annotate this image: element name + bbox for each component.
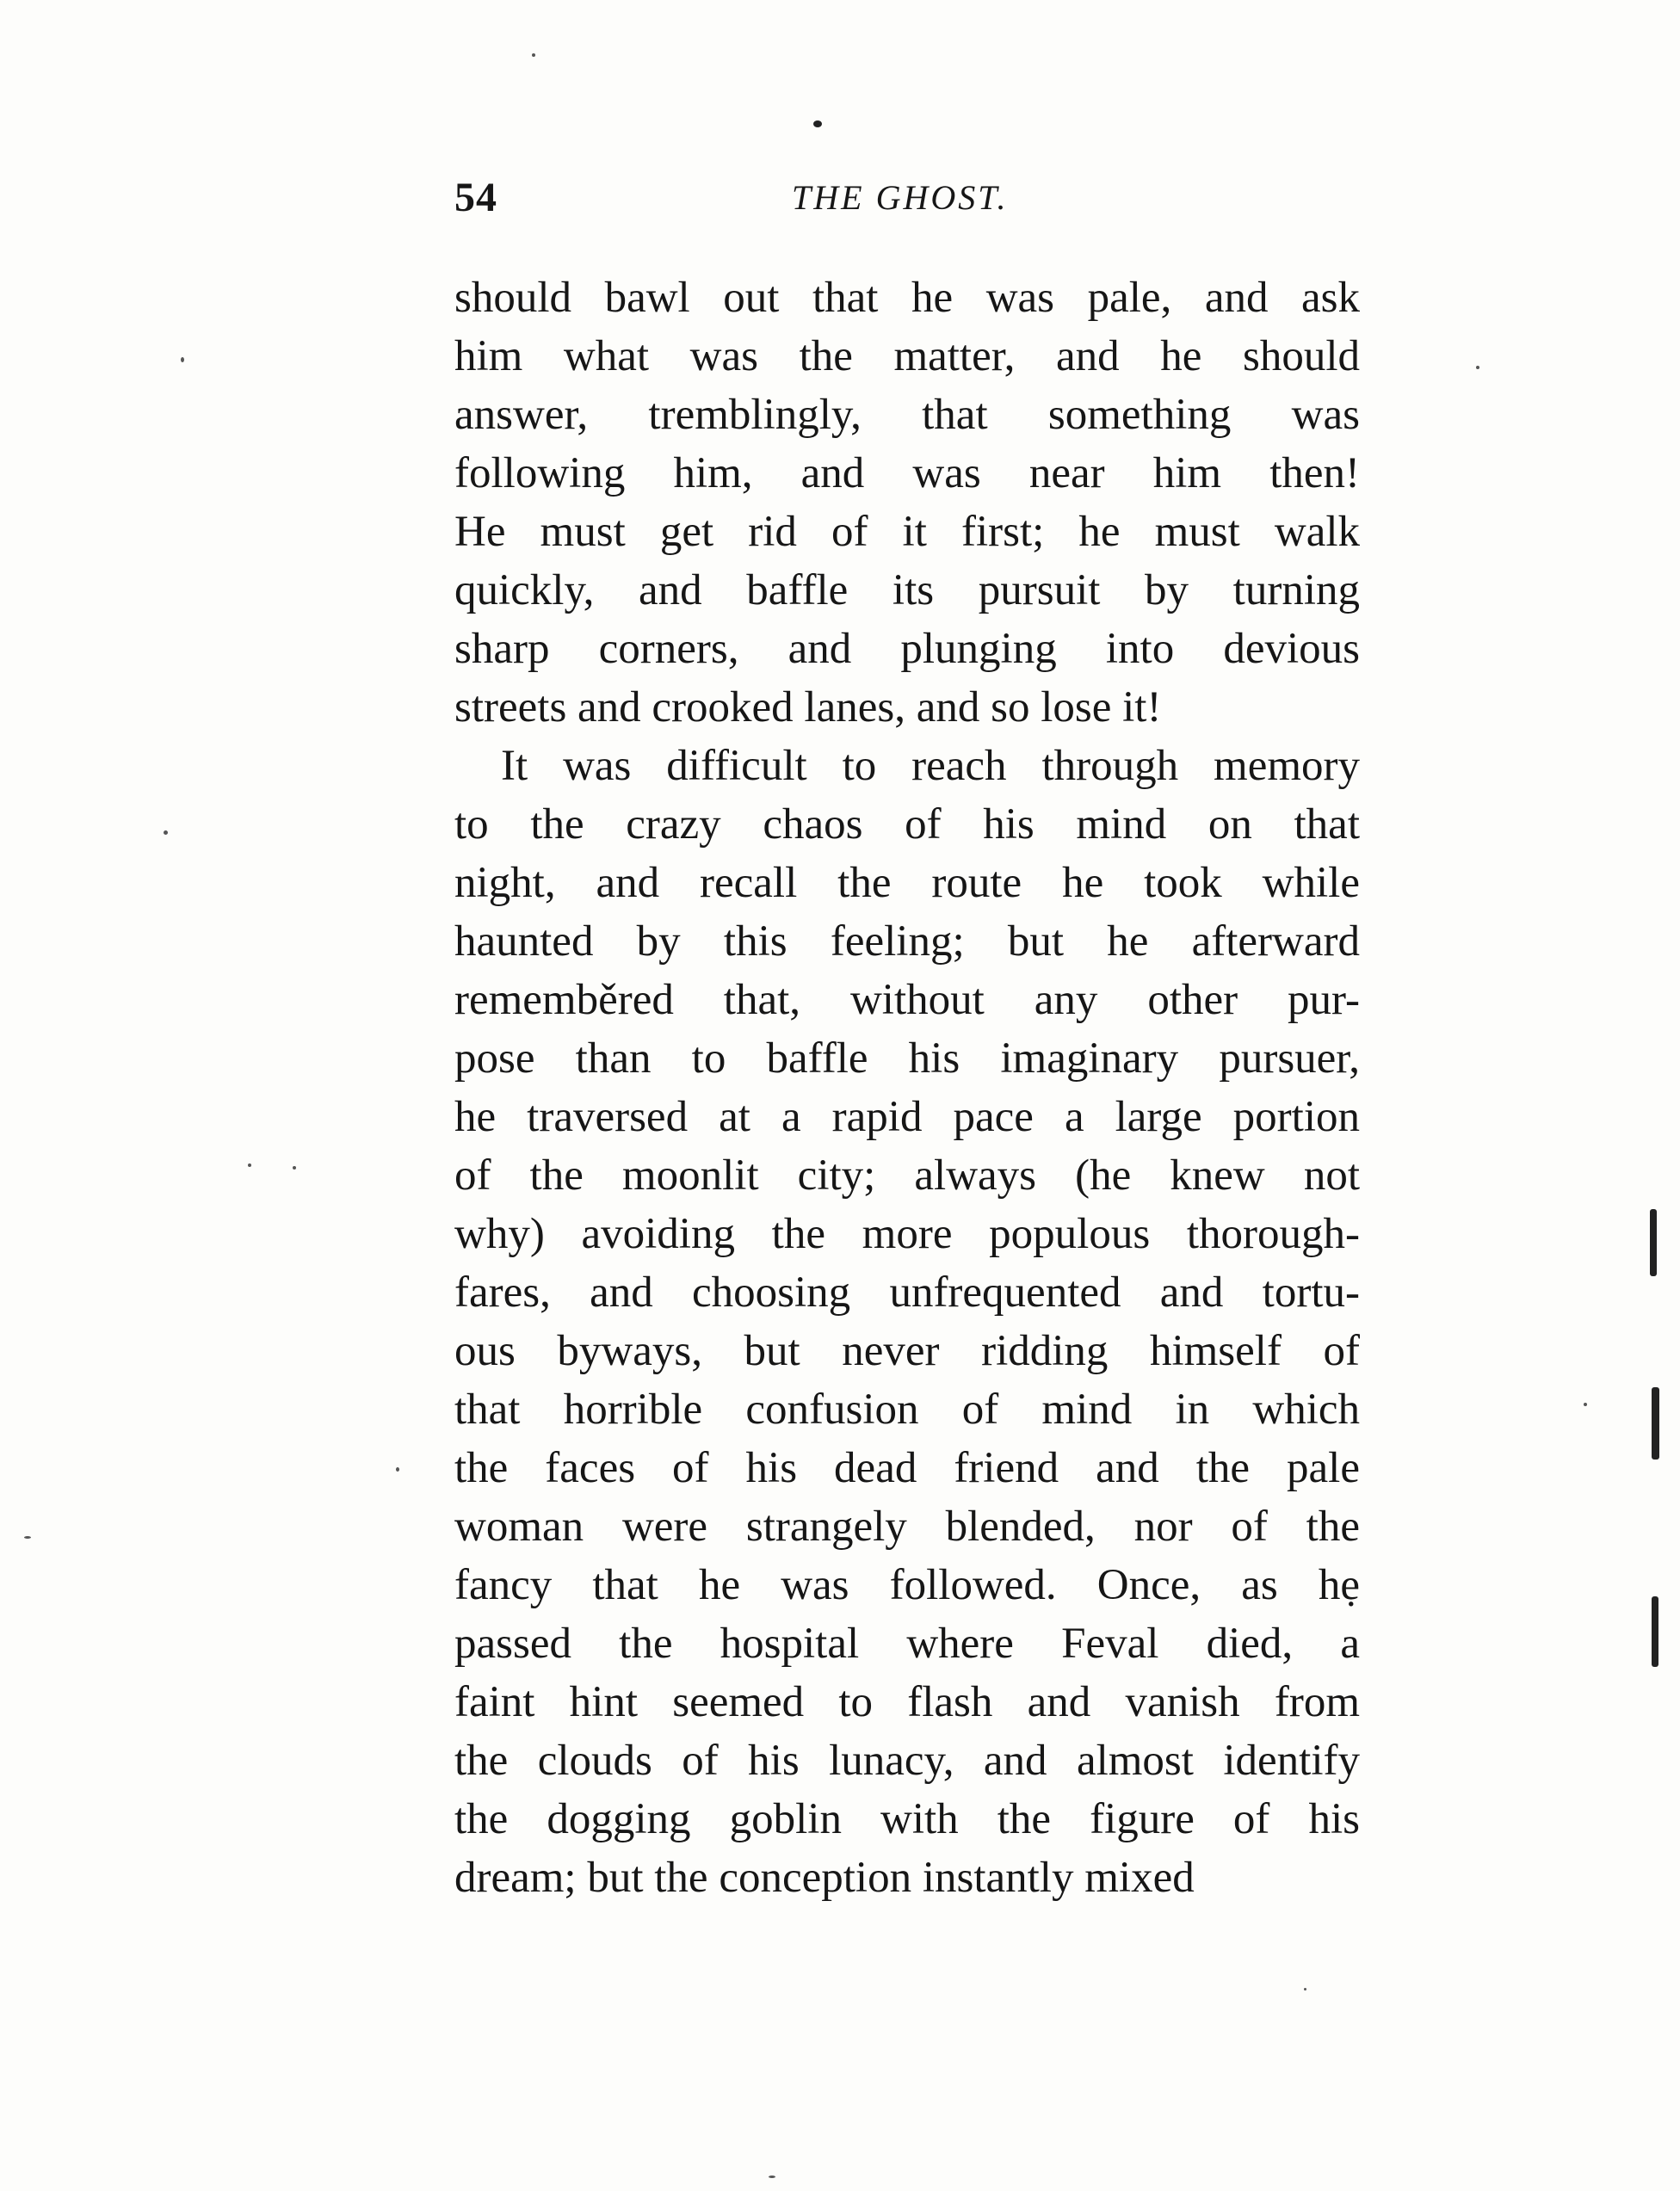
paragraph bbox=[454, 268, 1360, 737]
page-header bbox=[454, 172, 1360, 224]
binding-mark bbox=[1650, 1209, 1657, 1276]
text-line: answer, tremblingly, that something was bbox=[454, 391, 1360, 439]
binding-mark bbox=[1652, 1596, 1658, 1667]
scan-speck bbox=[1476, 366, 1479, 369]
text-line: the faces of his dead friend and the pale bbox=[454, 1444, 1360, 1492]
scan-speck bbox=[532, 53, 535, 57]
text-line: dream; but the conception instantly mixed bbox=[454, 1854, 1195, 1902]
text-line: of the moonlit city; always (he knew not bbox=[454, 1151, 1360, 1200]
text-line: night, and recall the route he took while bbox=[454, 859, 1360, 907]
text-line: why) avoiding the more populous thorough- bbox=[454, 1210, 1360, 1258]
text-line: should bawl out that he was pale, and ask bbox=[454, 274, 1360, 322]
text-line: haunted by this feeling; but he afterward bbox=[454, 917, 1360, 966]
binding-mark bbox=[1652, 1387, 1659, 1460]
text-line: he traversed at a rapid pace a large portion bbox=[454, 1093, 1360, 1141]
scan-speck bbox=[181, 357, 184, 362]
text-line: He must get rid of it first; he must walk bbox=[454, 508, 1360, 556]
text-line: fares, and choosing unfrequented and tortu- bbox=[454, 1268, 1360, 1317]
scan-speck bbox=[1304, 1988, 1306, 1990]
text-line: him what was the matter, and he should bbox=[454, 332, 1360, 380]
scan-speck bbox=[248, 1163, 251, 1167]
scan-speck bbox=[164, 830, 168, 835]
text-line: sharp corners, and plunging into devious bbox=[454, 625, 1360, 673]
running-head: THE GHOST. bbox=[792, 178, 1009, 217]
text-line: faint hint seemed to flash and vanish from bbox=[454, 1678, 1360, 1726]
text-line: pose than to baffle his imaginary pursuer, bbox=[454, 1034, 1360, 1083]
scan-speck bbox=[813, 120, 822, 127]
text-line: to the crazy chaos of his mind on that bbox=[454, 800, 1360, 849]
text-line: It was difficult to reach through memory bbox=[501, 742, 1360, 790]
text-line: rememběred that, without any other pur- bbox=[454, 976, 1360, 1024]
scan-speck bbox=[293, 1166, 296, 1170]
scan-speck bbox=[396, 1467, 399, 1472]
text-line: quickly, and baffle its pursuit by turning bbox=[454, 566, 1360, 614]
body-text bbox=[454, 268, 1360, 1907]
text-line: woman were strangely blended, nor of the bbox=[454, 1503, 1360, 1551]
text-line: passed the hospital where Feval died, a bbox=[454, 1620, 1360, 1668]
scan-speck bbox=[769, 2176, 775, 2178]
text-line: that horrible confusion of mind in which bbox=[454, 1386, 1360, 1434]
text-line: fancy that he was followed. Once, as hẹ bbox=[454, 1561, 1360, 1609]
page-number: 54 bbox=[454, 175, 497, 220]
scan-speck bbox=[24, 1536, 31, 1539]
text-line: following him, and was near him then! bbox=[454, 449, 1360, 497]
text-line: ous byways, but never ridding himself of bbox=[454, 1327, 1360, 1375]
paragraph bbox=[454, 737, 1360, 1907]
scan-speck bbox=[1584, 1403, 1587, 1406]
text-line: the clouds of his lunacy, and almost identify bbox=[454, 1737, 1360, 1785]
text-line: streets and crooked lanes, and so lose it! bbox=[454, 683, 1162, 731]
text-line: the dogging goblin with the figure of his bbox=[454, 1795, 1360, 1843]
